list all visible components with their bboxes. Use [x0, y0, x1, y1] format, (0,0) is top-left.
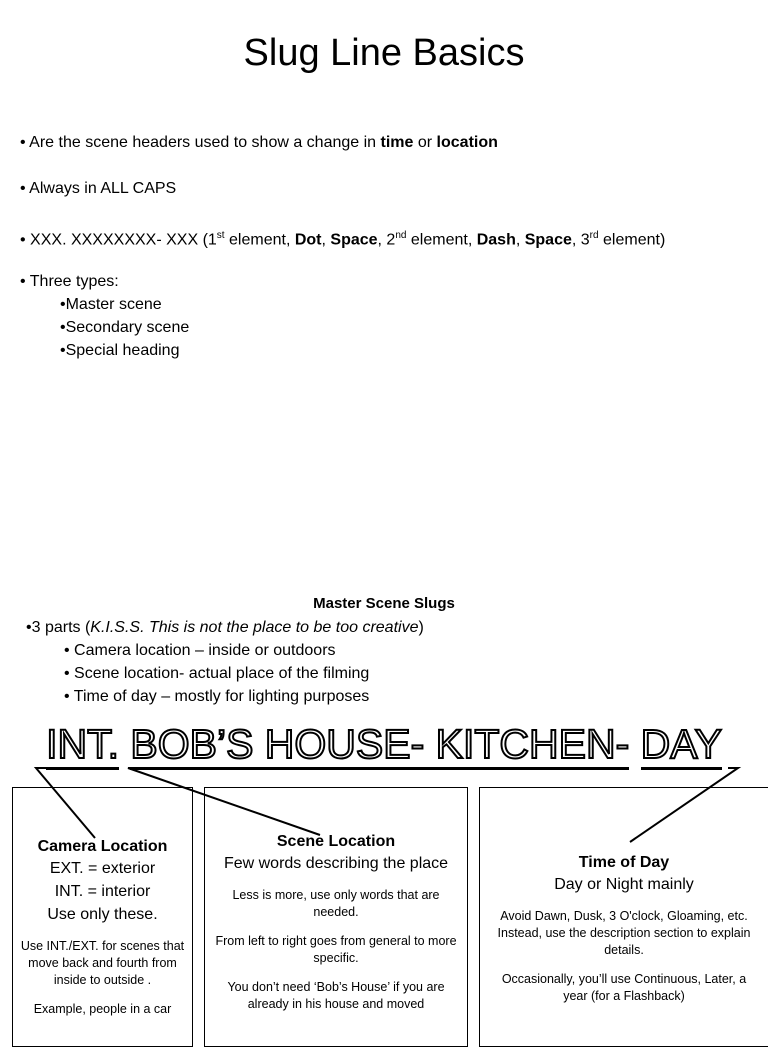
bullet-text: Three types: — [25, 273, 119, 290]
emphasis-dash: Dash — [476, 231, 516, 249]
type-secondary-scene: •Secondary scene — [60, 319, 190, 336]
type-master-scene: •Master scene — [60, 296, 162, 313]
format-text: , 2 — [377, 231, 396, 249]
format-text: element, — [224, 231, 295, 249]
bullet-all-caps — [20, 178, 176, 200]
format-text: , — [515, 231, 525, 249]
parts-line — [26, 616, 424, 639]
part-time-of-day: • Time of day – mostly for lighting purposes — [64, 688, 370, 705]
slug-place: BOB’S HOUSE- KITCHEN- — [130, 721, 629, 770]
camera-location-heading: Camera Location — [37, 838, 168, 855]
camera-line: EXT. = exterior — [49, 860, 156, 877]
camera-location-box — [12, 787, 193, 1047]
bullet-three-types — [20, 271, 119, 293]
parts-italic: K.I.S.S. This is not the place to be too creative — [90, 619, 419, 636]
bullet-marker: • — [20, 180, 26, 197]
ordinal-sup: rd — [589, 230, 599, 241]
format-text: , 3 — [571, 231, 590, 249]
slug-line-example — [0, 718, 768, 770]
parts-suffix: ) — [418, 619, 424, 636]
scene-line: Few words describing the place — [223, 855, 449, 872]
part-camera-location: • Camera location – inside or outdoors — [64, 642, 336, 659]
scene-location-heading: Scene Location — [276, 833, 396, 850]
bullet-marker: • — [20, 231, 26, 249]
scene-location-box — [204, 787, 468, 1047]
slide-title: Slug Line Basics — [243, 32, 525, 74]
format-text: XXX. XXXXXXXX- XXX (1 — [25, 231, 217, 249]
scene-note: Less is more, use only words that are needed. — [232, 888, 440, 919]
camera-location-content — [13, 836, 192, 1018]
scene-note: You don’t need ‘Bob’s House’ if you are already in his house and moved — [227, 980, 445, 1011]
emphasis-time: time — [380, 134, 414, 151]
scene-location-content — [205, 831, 467, 1013]
time-of-day-box — [479, 787, 768, 1047]
emphasis-dot: Dot — [294, 231, 322, 249]
ordinal-sup: nd — [395, 230, 407, 241]
slug-space — [119, 721, 130, 767]
emphasis-space: Space — [524, 231, 572, 249]
section-title: Master Scene Slugs — [313, 595, 455, 612]
bullet-scene-headers — [20, 132, 498, 154]
emphasis-space: Space — [330, 231, 378, 249]
slug-space — [629, 721, 640, 767]
part-scene-location: • Scene location- actual place of the filming — [64, 665, 370, 682]
bullet-text: Always in ALL CAPS — [25, 180, 177, 197]
parts-prefix: •3 parts ( — [26, 619, 91, 636]
type-special-heading: •Special heading — [60, 342, 180, 359]
bullet-format — [20, 225, 665, 251]
bullet-text-or: or — [413, 134, 437, 151]
format-text: element, — [406, 231, 477, 249]
time-of-day-content — [480, 852, 768, 1005]
ordinal-sup: st — [216, 230, 225, 241]
bullet-marker: • — [20, 134, 26, 151]
camera-line: Use only these. — [47, 906, 158, 923]
time-line: Day or Night mainly — [554, 876, 694, 893]
time-note: Avoid Dawn, Dusk, 3 O'clock, Gloaming, etc. Instead, use the description section to explain details. — [497, 909, 751, 957]
time-of-day-heading: Time of Day — [578, 854, 670, 871]
time-note: Occasionally, you’ll use Continuous, Later, a year (for a Flashback) — [501, 972, 747, 1003]
camera-example: Example, people in a car — [33, 1002, 172, 1016]
slug-int: INT. — [46, 721, 119, 770]
format-text: , — [321, 231, 331, 249]
camera-line: INT. = interior — [54, 883, 151, 900]
slug-day: DAY — [641, 721, 722, 770]
bullet-text: Are the scene headers used to show a change in — [25, 134, 381, 151]
format-text: element) — [598, 231, 666, 249]
bullet-marker: • — [20, 273, 26, 290]
camera-note: Use INT./EXT. for scenes that move back and fourth from inside to outside . — [20, 939, 185, 987]
emphasis-location: location — [436, 134, 498, 151]
scene-note: From left to right goes from general to more specific. — [215, 934, 457, 965]
